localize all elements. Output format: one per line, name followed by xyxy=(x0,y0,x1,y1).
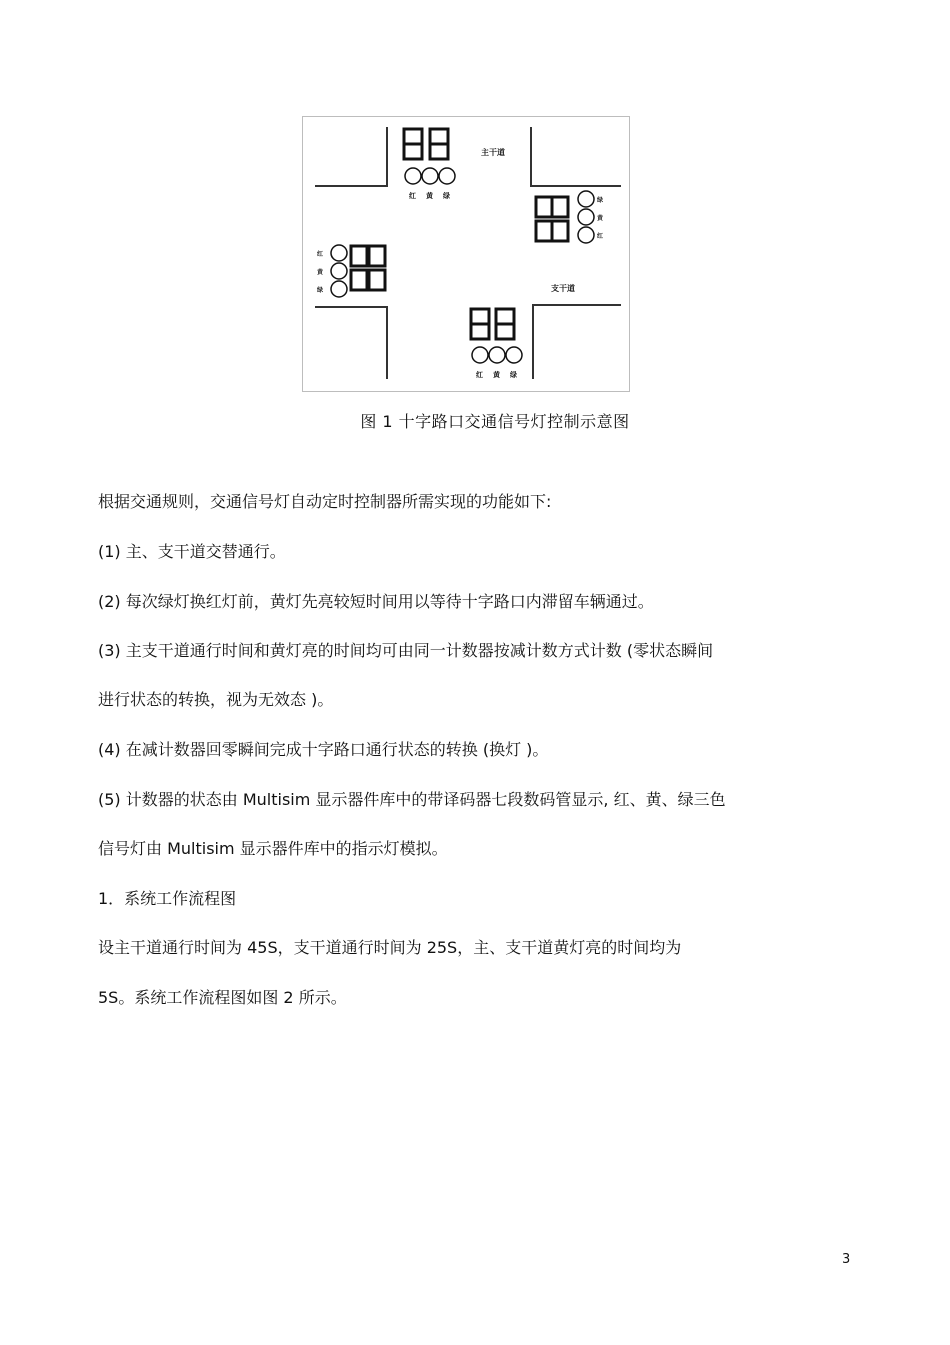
right-seven-segment-display xyxy=(536,197,568,241)
road-edge-top-right xyxy=(531,127,621,186)
paragraph-intro: 根据交通规则，交通信号灯自动定时控制器所需实现的功能如下: xyxy=(98,492,552,511)
paragraph-item-3-line-1: (3) 主支干道通行时间和黄灯亮的时间均可由同一计数器按减计数方式计数 (零状态瞬间 xyxy=(98,641,714,660)
top-yellow-label: 黄 xyxy=(426,192,433,200)
road-edge-bottom-left xyxy=(315,307,387,379)
paragraph-item-5-line-1: (5) 计数器的状态由 Multisim 显示器件库中的带译码器七段数码管显示, 红、黄、绿三色 xyxy=(98,790,726,809)
top-seven-segment-display xyxy=(404,129,448,159)
left-green-label: 绿 xyxy=(317,287,324,294)
left-yellow-label: 黄 xyxy=(317,269,324,276)
left-signal-lights xyxy=(331,245,347,297)
branch-road-label: 支干道 xyxy=(551,284,575,293)
right-green-label: 绿 xyxy=(597,197,604,204)
bottom-green-label: 绿 xyxy=(510,371,517,379)
paragraph-body-line-1: 设主干道通行时间为 45S，支干道通行时间为 25S，主、支干道黄灯亮的时间均为 xyxy=(98,938,682,957)
bottom-signal-lights xyxy=(472,347,522,363)
paragraph-body-line-2: 5S。系统工作流程图如图 2 所示。 xyxy=(98,988,347,1007)
road-edge-bottom-right xyxy=(533,305,621,379)
page-number: 3 xyxy=(842,1252,851,1267)
right-yellow-label: 黄 xyxy=(597,215,604,222)
top-red-label: 红 xyxy=(409,192,416,200)
paragraph-item-2: (2) 每次绿灯换红灯前，黄灯先亮较短时间用以等待十字路口内滞留车辆通过。 xyxy=(98,592,654,611)
right-red-label: 红 xyxy=(597,233,604,240)
top-signal-lights xyxy=(405,168,455,184)
bottom-yellow-label: 黄 xyxy=(493,371,500,379)
main-road-label: 主干道 xyxy=(481,148,505,157)
bottom-red-label: 红 xyxy=(476,371,483,379)
figure-caption: 图 1 十字路口交通信号灯控制示意图 xyxy=(360,412,630,431)
left-seven-segment-display xyxy=(351,246,385,290)
crossroad-diagram xyxy=(303,117,631,393)
right-signal-lights xyxy=(578,191,594,243)
paragraph-item-1: (1) 主、支干道交替通行。 xyxy=(98,542,286,561)
left-red-label: 红 xyxy=(317,251,324,258)
top-green-label: 绿 xyxy=(443,192,450,200)
paragraph-item-3-line-2: 进行状态的转换，视为无效态 )。 xyxy=(98,690,334,709)
paragraph-item-5-line-2: 信号灯由 Multisim 显示器件库中的指示灯模拟。 xyxy=(98,839,448,858)
section-heading: 1．系统工作流程图 xyxy=(98,889,237,908)
paragraph-item-4: (4) 在减计数器回零瞬间完成十字路口通行状态的转换 (换灯 )。 xyxy=(98,740,549,759)
road-edge-top-left xyxy=(315,127,387,186)
bottom-seven-segment-display xyxy=(471,309,514,339)
crossroad-figure xyxy=(302,116,630,392)
